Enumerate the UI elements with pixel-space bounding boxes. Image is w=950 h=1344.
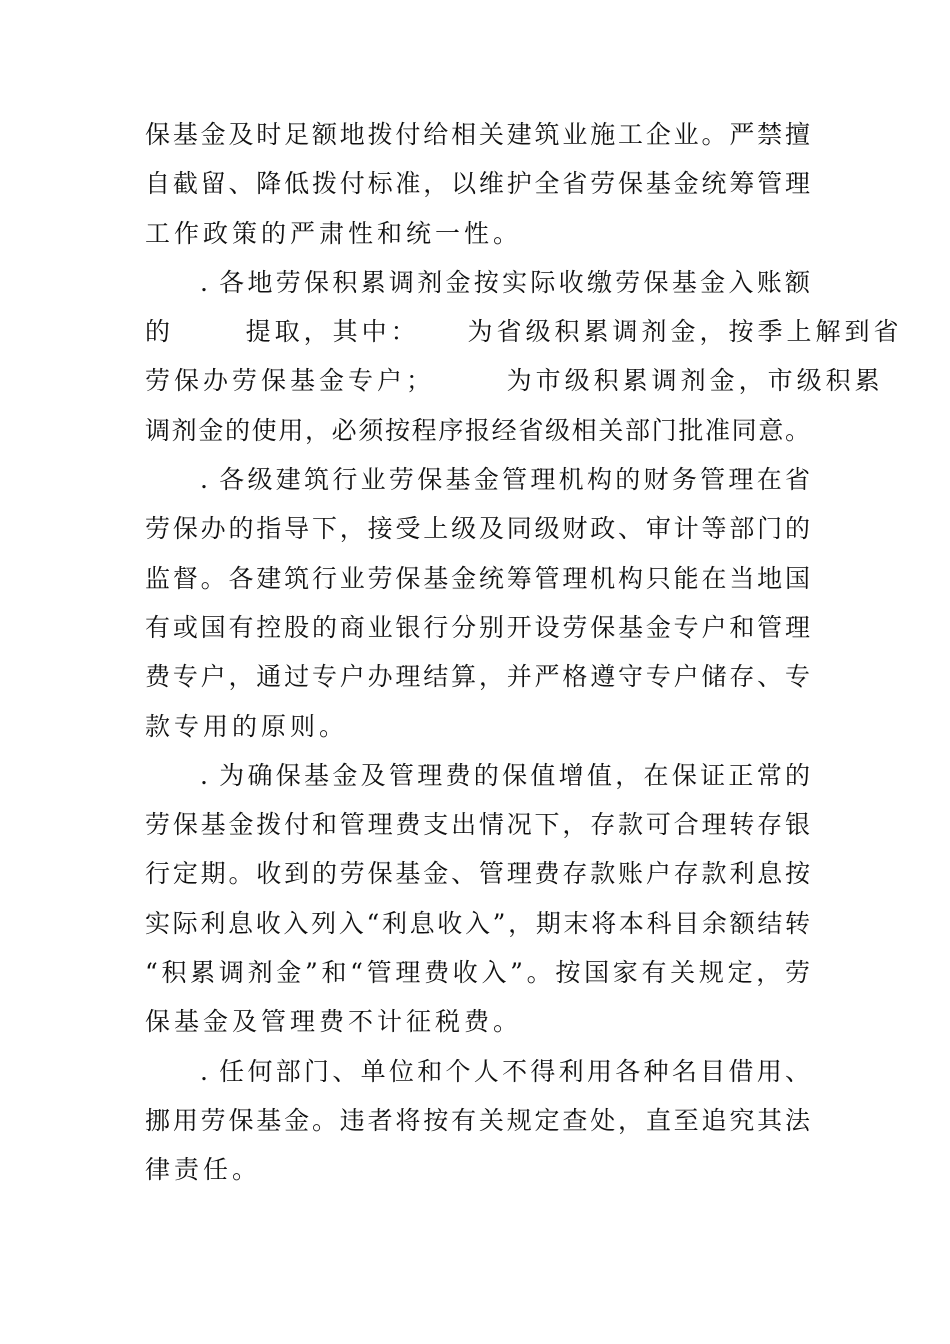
text-line: 有或国有控股的商业银行分别开设劳保基金专户和管理 (145, 612, 810, 642)
paragraph-2 (145, 258, 903, 455)
text-line: 行定期。收到的劳保基金、管理费存款账户存款利息按 (145, 859, 810, 889)
text-line: 监督。各建筑行业劳保基金统筹管理机构只能在当地国 (145, 563, 810, 593)
text-line: 劳保办劳保基金专户； 为市级积累调剂金，市级积累 (145, 366, 884, 396)
text-line: 保基金及管理费不计征税费。 (145, 1007, 523, 1037)
text-line: 劳保办的指导下，接受上级及同级财政、审计等部门的 (145, 514, 810, 544)
paragraph-5 (145, 1047, 810, 1195)
text-line: 工作政策的严肃性和统一性。 (145, 218, 523, 248)
text-line: 调剂金的使用，必须按程序报经省级相关部门批准同意。 (145, 415, 810, 445)
paragraph-4 (145, 751, 810, 1047)
document-body (145, 110, 903, 1195)
paragraph-1 (145, 110, 810, 258)
text-line: . 任何部门、单位和个人不得利用各种名目借用、 (200, 1056, 810, 1086)
text-line: 实际利息收入列入“利息收入”，期末将本科目余额结转 (145, 908, 810, 938)
text-line: . 各地劳保积累调剂金按实际收缴劳保基金入账额 (200, 267, 810, 297)
text-line: 保基金及时足额地拨付给相关建筑业施工企业。严禁擅 (145, 120, 810, 149)
text-line: . 为确保基金及管理费的保值增值，在保证正常的 (200, 760, 810, 790)
text-line: 的 提取，其中： 为省级积累调剂金，按季上解到省 (145, 317, 903, 347)
text-line: . 各级建筑行业劳保基金管理机构的财务管理在省 (200, 465, 810, 495)
text-line: 款专用的原则。 (145, 711, 349, 741)
text-line: 劳保基金拨付和管理费支出情况下，存款可合理转存银 (145, 810, 810, 840)
text-line: 自截留、降低拨付标准，以维护全省劳保基金统筹管理 (145, 169, 810, 199)
text-line: 挪用劳保基金。违者将按有关规定查处，直至追究其法 (145, 1105, 810, 1135)
paragraph-3 (145, 455, 810, 751)
text-line: “积累调剂金”和“管理费收入”。按国家有关规定，劳 (145, 958, 810, 988)
text-line: 律责任。 (145, 1155, 262, 1185)
text-line: 费专户，通过专户办理结算，并严格遵守专户储存、专 (145, 662, 810, 692)
